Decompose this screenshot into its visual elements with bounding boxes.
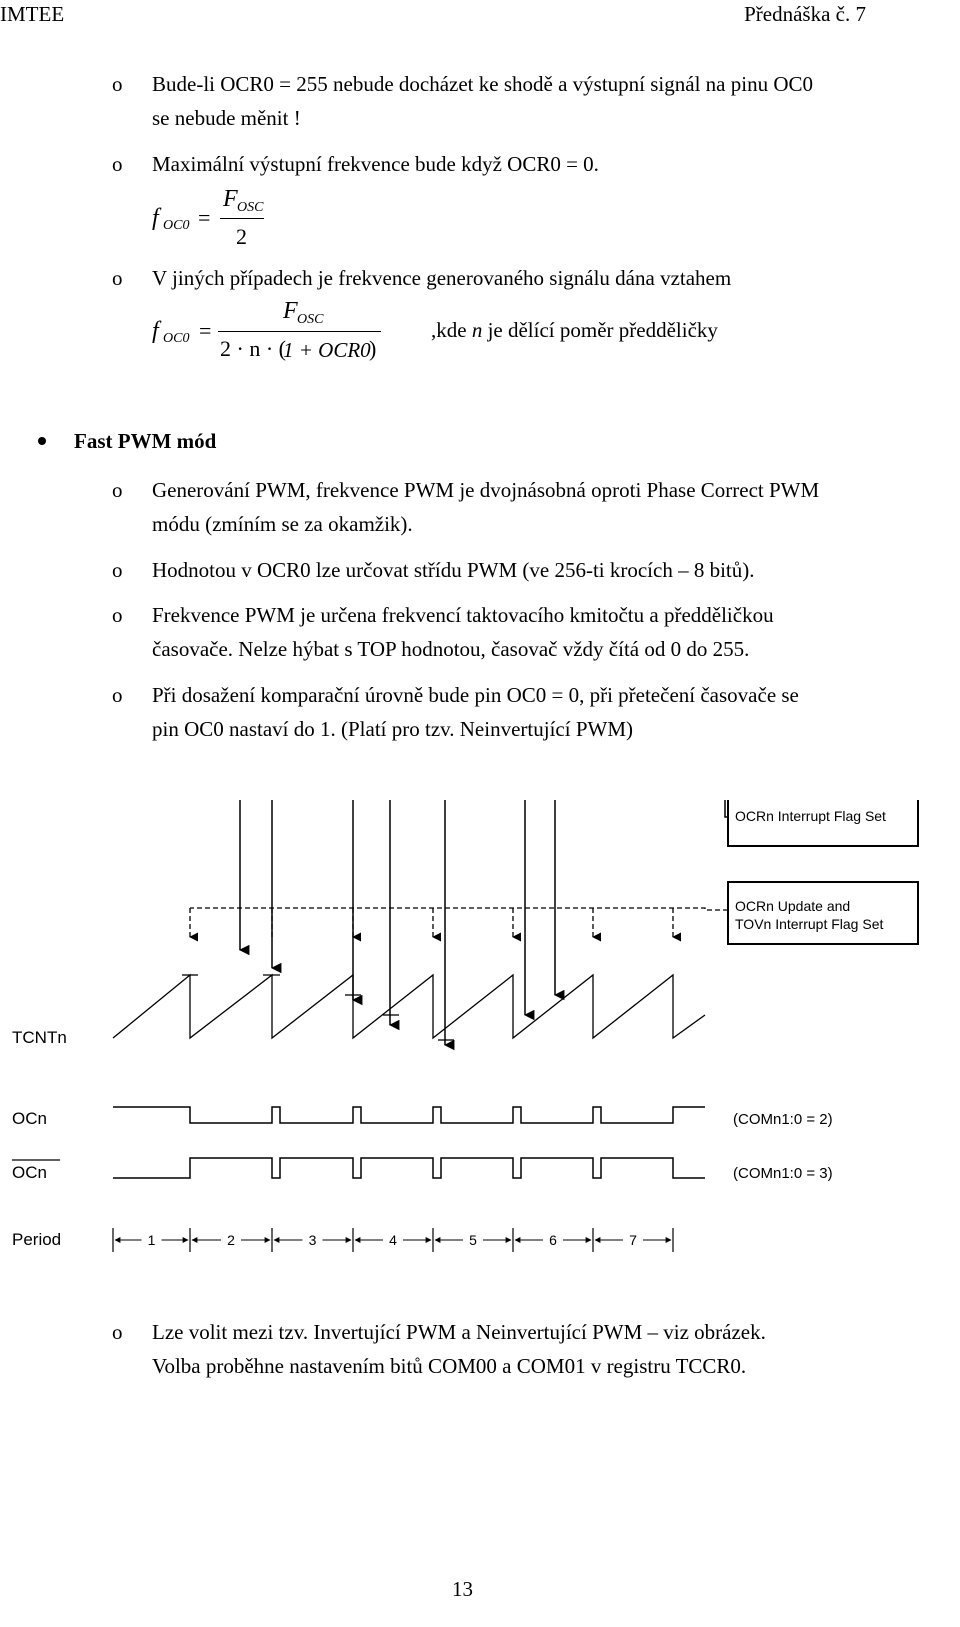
period-label: 7 [629,1232,637,1248]
period-scale [113,1228,673,1252]
formula-numerator-subscript: OSC [297,312,324,327]
formula-denominator-prefix: 2 · n · ( [220,336,286,361]
fraction-bar [218,331,381,332]
formula-denominator: 2 [236,224,247,249]
period-label: 6 [549,1232,557,1248]
list-marker: o [112,1320,123,1344]
period-label: 1 [147,1232,156,1248]
tcnt-sawtooth [113,975,705,1038]
list-item-line: se nebude měnit ! [152,106,301,130]
label-tcnt: TCNTn [12,1028,67,1047]
list-item-line: Maximální výstupní frekvence bude když OCR0 = 0. [152,152,599,176]
section-bullet [38,437,46,445]
period-label: 5 [469,1232,477,1248]
list-marker: o [112,72,123,96]
period-label: 2 [227,1232,235,1248]
period-label: 3 [308,1232,317,1248]
ocn-waveform [113,1107,705,1123]
header-right: Přednáška č. 7 [744,2,866,26]
fast-pwm-timing-diagram [0,800,960,1280]
formula-denominator-suffix: ) [369,336,377,361]
list-item-line: Volba proběhne nastavením bitů COM00 a COM01 v registru TCCR0. [152,1354,747,1378]
formula-equals: = [199,318,212,343]
fraction-bar [220,218,264,219]
list-item-line: časovače. Nelze hýbat s TOP hodnotou, časovač vždy čítá od 0 do 255. [152,637,750,661]
label-ocn-inverted: OCn [12,1163,47,1182]
formula-f-subscript: OC0 [163,331,190,346]
list-item-line: Generování PWM, frekvence PWM je dvojnásobná oproti Phase Correct PWM [152,478,820,502]
list-item-line: Bude-li OCR0 = 255 nebude docházet ke shodě a výstupní signál na pinu OC0 [152,72,813,96]
period-label: 4 [389,1232,397,1248]
label-period: Period [12,1230,62,1249]
list-marker: o [112,558,123,582]
label-ocn: OCn [12,1109,47,1128]
callout-update-text-2: TOVn Interrupt Flag Set [735,916,884,932]
list-marker: o [112,603,123,627]
list-item-line: Lze volit mezi tzv. Invertující PWM a Neinvertující PWM – viz obrázek. [152,1320,766,1344]
formula-note: ,kde n je dělící poměr předděličky [431,318,718,342]
list-marker: o [112,266,123,290]
formula-numerator-f: F [223,186,238,212]
list-item-line: pin OC0 nastaví do 1. (Platí pro tzv. Neinvertující PWM) [152,717,633,741]
list-item-line: V jiných případech je frekvence generovaného signálu dána vztahem [152,266,732,290]
formula-f: f [152,318,159,344]
formula-f-subscript: OC0 [163,218,190,233]
list-item-line: Při dosažení komparační úrovně bude pin OC0 = 0, při přetečení časovače se [152,683,799,707]
list-marker: o [112,478,123,502]
formula-f: f [152,205,159,231]
list-item-line: Hodnotou v OCR0 lze určovat střídu PWM (ve 256-ti krocích – 8 bitů). [152,558,755,582]
list-item-line: Frekvence PWM je určena frekvencí taktovacího kmitočtu a předděličkou [152,603,774,627]
formula-numerator-f: F [283,298,298,324]
header-left: IMTEE [0,2,65,26]
list-item-line: módu (zmíním se za okamžik). [152,512,413,536]
callout-update-text-1: OCRn Update and [735,898,851,914]
section-title: Fast PWM mód [74,429,217,453]
page-number: 13 [452,1577,473,1601]
list-marker: o [112,683,123,707]
label-com-mode-2: (COMn1:0 = 2) [733,1111,833,1128]
formula-denominator-term: 1 + OCR0 [283,338,371,362]
ocn-inverted-waveform [113,1158,705,1178]
formula-numerator-subscript: OSC [237,200,264,215]
list-marker: o [112,152,123,176]
formula-equals: = [198,205,211,230]
label-com-mode-3: (COMn1:0 = 3) [733,1165,833,1182]
callout-ocr-flag-text: OCRn Interrupt Flag Set [735,808,886,824]
